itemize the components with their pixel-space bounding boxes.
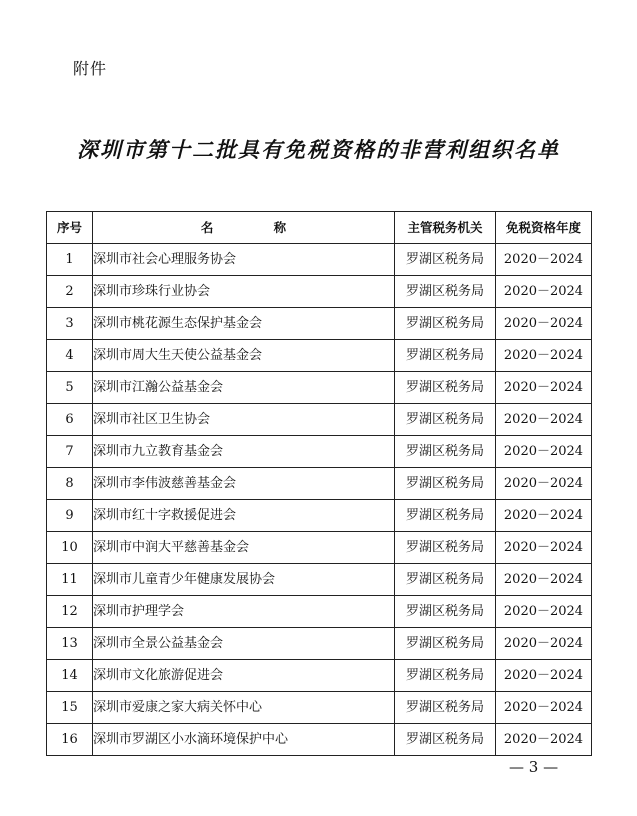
table-row <box>47 660 592 692</box>
table-row <box>47 436 592 468</box>
page-number: — 3 — <box>509 758 559 776</box>
tax-authority: 罗湖区税务局 <box>395 372 496 404</box>
exemption-years: 2020－2024 <box>496 692 592 724</box>
organization-table <box>46 211 592 756</box>
exemption-years: 2020－2024 <box>496 628 592 660</box>
organization-name: 深圳市儿童青少年健康发展协会 <box>93 564 395 596</box>
tax-authority: 罗湖区税务局 <box>395 500 496 532</box>
tax-authority: 罗湖区税务局 <box>395 596 496 628</box>
row-number: 3 <box>47 308 93 340</box>
organization-name: 深圳市周大生天使公益基金会 <box>93 340 395 372</box>
exemption-years: 2020－2024 <box>496 532 592 564</box>
header-authority: 主管税务机关 <box>395 212 496 244</box>
tax-authority: 罗湖区税务局 <box>395 692 496 724</box>
row-number: 5 <box>47 372 93 404</box>
organization-name: 深圳市护理学会 <box>93 596 395 628</box>
exemption-years: 2020－2024 <box>496 468 592 500</box>
tax-authority: 罗湖区税务局 <box>395 244 496 276</box>
table-row <box>47 724 592 756</box>
exemption-years: 2020－2024 <box>496 340 592 372</box>
tax-authority: 罗湖区税务局 <box>395 468 496 500</box>
tax-authority: 罗湖区税务局 <box>395 660 496 692</box>
tax-authority: 罗湖区税务局 <box>395 628 496 660</box>
organization-name: 深圳市社会心理服务协会 <box>93 244 395 276</box>
exemption-years: 2020－2024 <box>496 276 592 308</box>
organization-name: 深圳市珍珠行业协会 <box>93 276 395 308</box>
row-number: 15 <box>47 692 93 724</box>
table-row <box>47 692 592 724</box>
header-years: 免税资格年度 <box>496 212 592 244</box>
exemption-years: 2020－2024 <box>496 436 592 468</box>
organization-name: 深圳市全景公益基金会 <box>93 628 395 660</box>
header-name: 名 称 <box>93 212 395 244</box>
organization-name: 深圳市中润大平慈善基金会 <box>93 532 395 564</box>
organization-name: 深圳市文化旅游促进会 <box>93 660 395 692</box>
exemption-years: 2020－2024 <box>496 500 592 532</box>
exemption-years: 2020－2024 <box>496 372 592 404</box>
table-row <box>47 564 592 596</box>
row-number: 1 <box>47 244 93 276</box>
tax-authority: 罗湖区税务局 <box>395 340 496 372</box>
table-row <box>47 532 592 564</box>
table-row <box>47 308 592 340</box>
tax-authority: 罗湖区税务局 <box>395 276 496 308</box>
table-row <box>47 500 592 532</box>
organization-name: 深圳市李伟波慈善基金会 <box>93 468 395 500</box>
table-row <box>47 404 592 436</box>
exemption-years: 2020－2024 <box>496 660 592 692</box>
row-number: 11 <box>47 564 93 596</box>
row-number: 13 <box>47 628 93 660</box>
header-no: 序号 <box>47 212 93 244</box>
tax-authority: 罗湖区税务局 <box>395 404 496 436</box>
tax-authority: 罗湖区税务局 <box>395 532 496 564</box>
row-number: 4 <box>47 340 93 372</box>
organization-name: 深圳市九立教育基金会 <box>93 436 395 468</box>
tax-authority: 罗湖区税务局 <box>395 308 496 340</box>
row-number: 6 <box>47 404 93 436</box>
table-row <box>47 468 592 500</box>
document-title: 深圳市第十二批具有免税资格的非营利组织名单 <box>77 137 560 162</box>
organization-name: 深圳市罗湖区小水滴环境保护中心 <box>93 724 395 756</box>
table-row <box>47 372 592 404</box>
row-number: 16 <box>47 724 93 756</box>
exemption-years: 2020－2024 <box>496 564 592 596</box>
tax-authority: 罗湖区税务局 <box>395 724 496 756</box>
row-number: 10 <box>47 532 93 564</box>
row-number: 7 <box>47 436 93 468</box>
row-number: 14 <box>47 660 93 692</box>
table-row <box>47 244 592 276</box>
exemption-years: 2020－2024 <box>496 596 592 628</box>
table-row <box>47 276 592 308</box>
table-row <box>47 628 592 660</box>
table-row <box>47 340 592 372</box>
organization-name: 深圳市桃花源生态保护基金会 <box>93 308 395 340</box>
organization-name: 深圳市爱康之家大病关怀中心 <box>93 692 395 724</box>
table-header-row <box>47 212 592 244</box>
row-number: 9 <box>47 500 93 532</box>
row-number: 12 <box>47 596 93 628</box>
exemption-years: 2020－2024 <box>496 404 592 436</box>
row-number: 8 <box>47 468 93 500</box>
organization-name: 深圳市社区卫生协会 <box>93 404 395 436</box>
organization-name: 深圳市红十字救援促进会 <box>93 500 395 532</box>
exemption-years: 2020－2024 <box>496 244 592 276</box>
exemption-years: 2020－2024 <box>496 724 592 756</box>
exemption-years: 2020－2024 <box>496 308 592 340</box>
table-row <box>47 596 592 628</box>
attachment-label: 附件 <box>73 59 108 78</box>
organization-name: 深圳市江瀚公益基金会 <box>93 372 395 404</box>
tax-authority: 罗湖区税务局 <box>395 564 496 596</box>
tax-authority: 罗湖区税务局 <box>395 436 496 468</box>
row-number: 2 <box>47 276 93 308</box>
